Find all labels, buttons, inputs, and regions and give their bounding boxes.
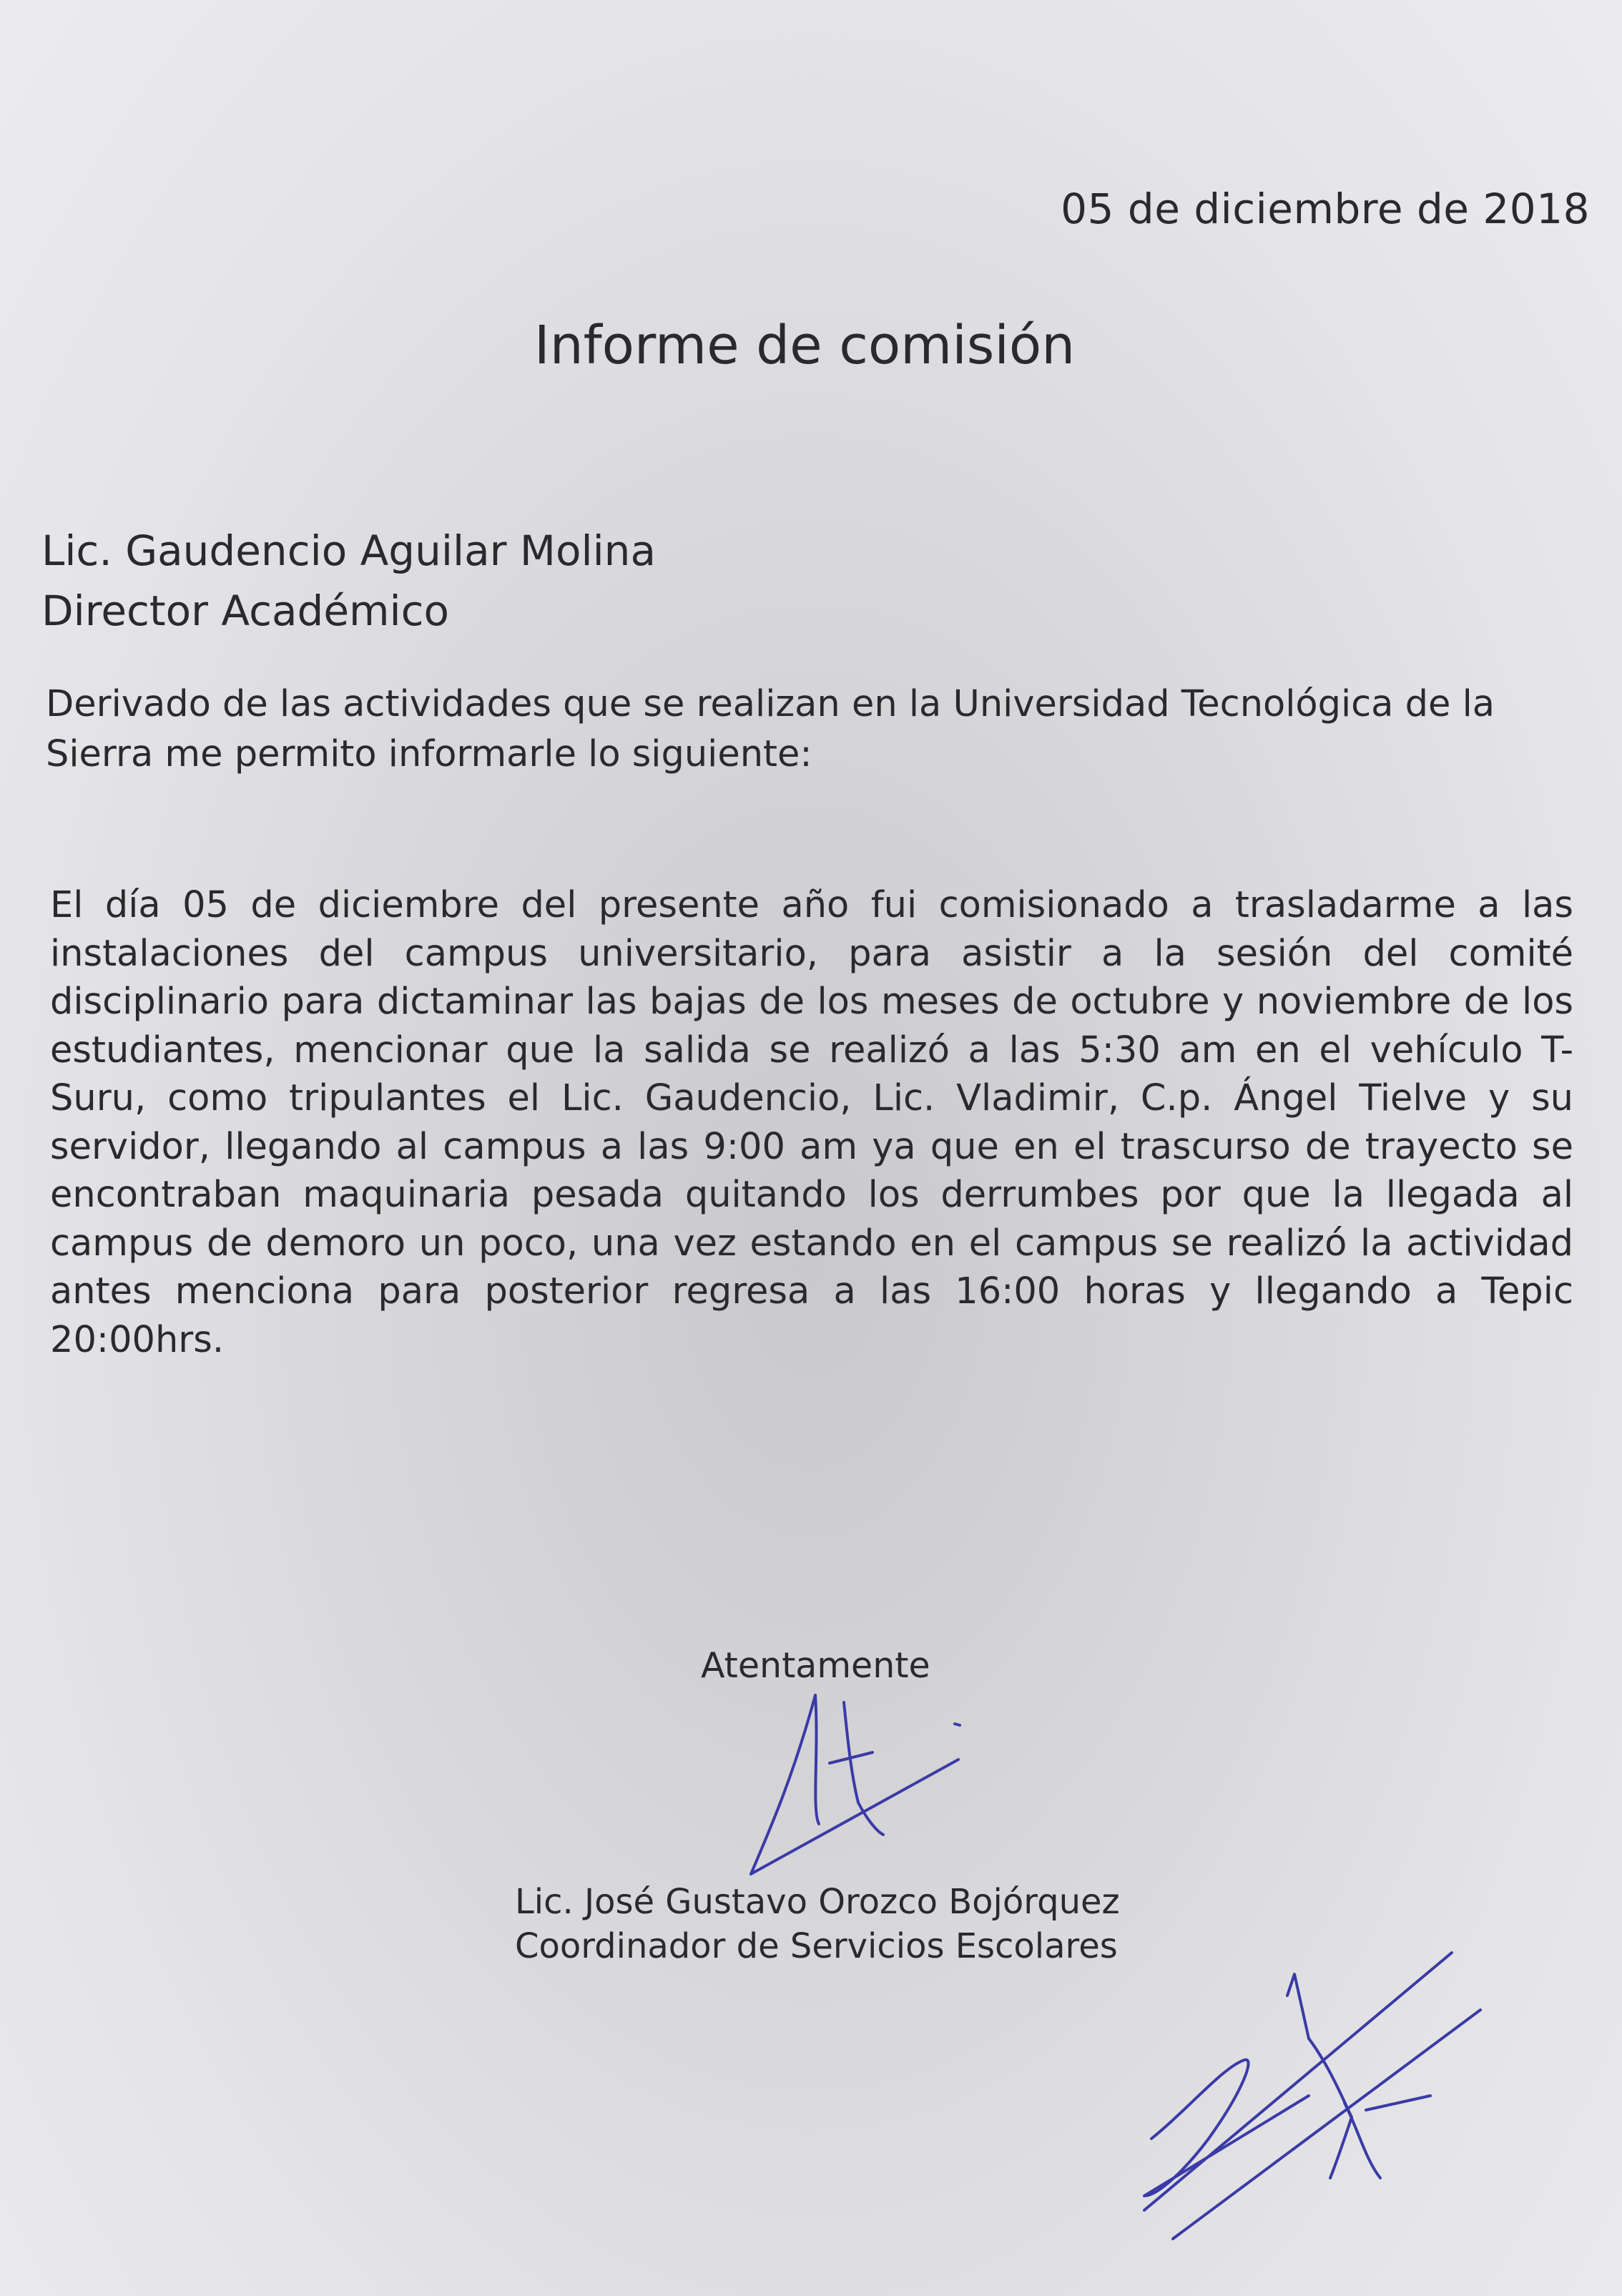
signer-name: Lic. José Gustavo Orozco Bojórquez <box>515 1882 1120 1922</box>
document-date: 05 de diciembre de 2018 <box>1061 185 1590 233</box>
addressee-name: Lic. Gaudencio Aguilar Molina <box>41 526 656 575</box>
body-paragraph: El día 05 de diciembre del presente año fui comisionado a trasladarme a las instalaciones del campus universitario, para asistir a la sesión del comité disciplinario para dictaminar las bajas de los meses de octubre y noviembre de los estudiantes, mencionar que la salida se realizó a las 5:30 am en el vehículo T-Suru, como tripulantes el Lic. Gaudencio, Lic. Vladimir, C.p. Ángel Tielve y su servidor, llegando al campus a las 9:00 am ya que en el trascurso de trayecto se encontraban maquinaria pesada quitando los derrumbes por que la llegada al campus de demoro un poco, una vez estando en el campus se realizó la actividad antes menciona para posterior regresa a las 16:00 horas y llegando a Tepic 20:00hrs. <box>50 884 1573 1361</box>
intro-paragraph: Derivado de las actividades que se realizan en la Universidad Tecnológica de la Sierra me permito informarle lo siguiente: <box>46 683 1495 775</box>
signer-block <box>515 1880 1120 1968</box>
initials-graphic <box>1130 1924 1502 2253</box>
addressee-block <box>41 521 656 641</box>
closing-text: Atentamente <box>701 1645 930 1686</box>
addressee-position: Director Académico <box>41 587 450 635</box>
document-title: Informe de comisión <box>534 315 1076 376</box>
signature-graphic <box>722 1681 994 1888</box>
signer-position: Coordinador de Servicios Escolares <box>515 1926 1118 1966</box>
